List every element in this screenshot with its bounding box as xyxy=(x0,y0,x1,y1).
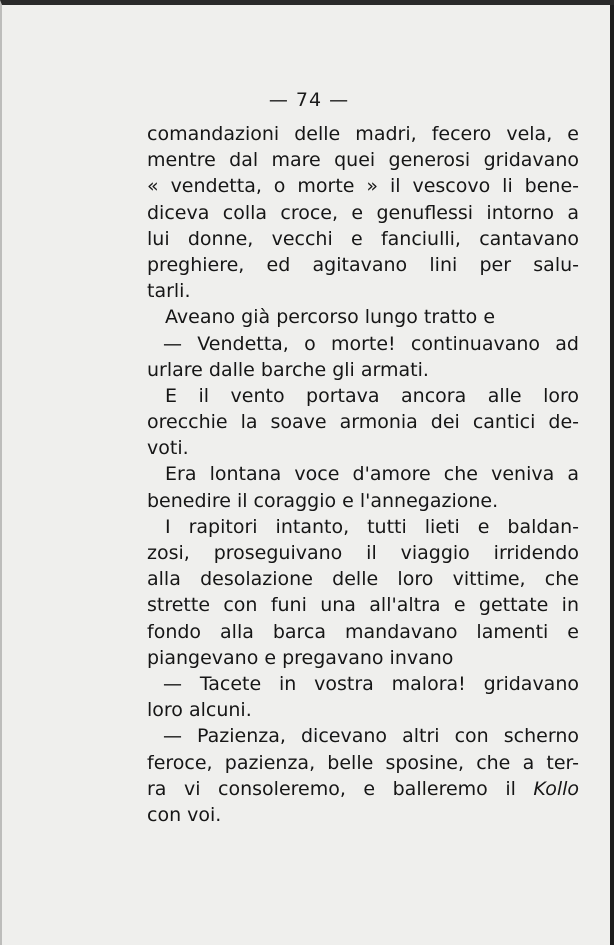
paragraph xyxy=(147,723,579,828)
text-line: preghiere, ed agitavano lini per salu- xyxy=(147,253,579,276)
italic-word: Kollo xyxy=(533,777,579,800)
text-line: fondo alla barca mandavano lamenti e xyxy=(147,620,579,643)
text-line: diceva colla croce, e genuflessi intorno a xyxy=(147,201,579,224)
text-line: « vendetta, o morte » il vescovo li bene- xyxy=(147,175,579,198)
text-line: benedire il coraggio e l'annegazione. xyxy=(147,489,499,512)
text-line: E il vento portava ancora alle loro xyxy=(165,384,579,407)
text-line: — Tacete in vostra malora! gridavano xyxy=(163,672,579,695)
paragraph xyxy=(147,383,579,462)
page-edge-shadow xyxy=(610,5,614,945)
text-line: I rapitori intanto, tutti lieti e baldan- xyxy=(165,515,579,538)
page-body-text xyxy=(147,121,579,828)
text-line: lui donne, vecchi e fanciulli, cantavano xyxy=(147,227,579,250)
text-line: orecchie la soave armonia dei cantici de- xyxy=(147,411,579,434)
text-line: piangevano e pregavano invano xyxy=(147,646,454,669)
text-line: — Vendetta, o morte! continuavano ad xyxy=(163,332,579,355)
line-text: ra vi consoleremo, e balleremo il xyxy=(147,777,516,800)
text-line: — Pazienza, dicevano altri con scherno xyxy=(163,725,579,748)
paragraph xyxy=(147,331,579,383)
text-line: urlare dalle barche gli armati. xyxy=(147,358,429,381)
text-line: voti. xyxy=(147,437,189,460)
text-line: loro alcuni. xyxy=(147,699,252,722)
text-line: strette con funi una all'altra e gettate in xyxy=(147,594,579,617)
paragraph xyxy=(147,304,579,330)
text-line: Aveano già percorso lungo tratto e xyxy=(165,306,496,329)
paragraph xyxy=(147,461,579,513)
text-line xyxy=(147,776,579,802)
paragraph xyxy=(147,121,579,304)
text-line: con voi. xyxy=(147,803,222,826)
text-line: mentre dal mare quei generosi gridavano xyxy=(147,149,579,172)
text-line: Era lontana voce d'amore che veniva a xyxy=(165,463,579,486)
text-line: comandazioni delle madri, fecero vela, e xyxy=(147,123,579,145)
text-line: feroce, pazienza, belle sposine, che a ter- xyxy=(147,751,579,774)
text-line: tarli. xyxy=(147,280,191,303)
paragraph xyxy=(147,671,579,723)
page-number: — 74 — xyxy=(268,89,350,111)
text-line: alla desolazione delle loro vittime, che xyxy=(147,568,579,591)
text-line: zosi, proseguivano il viaggio irridendo xyxy=(147,542,579,564)
paragraph xyxy=(147,514,579,671)
